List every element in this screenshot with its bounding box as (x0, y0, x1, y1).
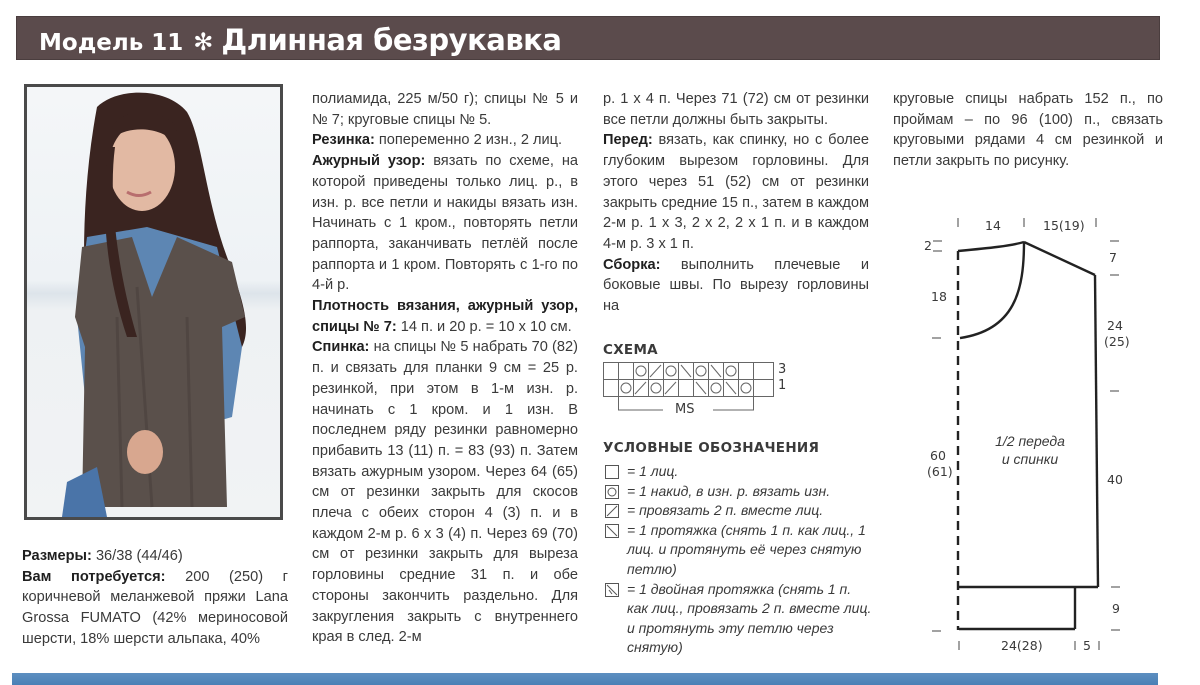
back-paragraph (312, 337, 578, 648)
front-paragraph (603, 130, 869, 254)
column-3 (603, 89, 869, 317)
rib-paragraph (312, 130, 578, 151)
stitch-chart (603, 362, 803, 425)
legend-item (603, 462, 873, 482)
dim-total-length: 60 (930, 448, 946, 463)
back-value: на спицы № 5 набрать 70 (82) п. и связать для планки 9 см = 25 р. резинкой, при этом в 1-м изн. р. начинать с 1 кром. и 1 изн. В последнем ряду резинки равномерно прибавить 13 (11) п. = 83 (93) п. Затем вязать ажурным узором. Через 64 (65) см от резинки закрыть для скосов плеча с обеих сторон 4 (3) п. и в каждом 2-м р. 6 х 3 (4) п. Через 69 (70) см от резинки закрыть для выреза горловины средние 31 п. и обе стороны закончить раздельно. Для закругления закрыть с внутреннего края в след. 2-м (312, 339, 578, 646)
dim-bottom-step: 5 (1083, 638, 1091, 653)
materials-paragraph (22, 567, 288, 650)
column-1 (22, 546, 288, 650)
dim-armhole: 24 (1107, 318, 1123, 333)
legend-text: = провязать 2 п. вместе лиц. (627, 502, 824, 519)
rib-value: попеременно 2 изн., 2 лиц. (374, 132, 563, 149)
dim-front-neck-depth: 18 (931, 289, 947, 304)
sizes-label: Размеры: (22, 548, 92, 564)
footer-strip (12, 673, 1158, 685)
gauge-value: 14 п. и 20 р. = 10 х 10 см. (396, 318, 572, 335)
title-bar (16, 16, 1160, 60)
dim-back-neck-drop: 2 (924, 238, 932, 253)
model-number: Модель 11 (39, 30, 184, 56)
dim-neck-width: 14 (985, 218, 1001, 233)
materials-continued: полиамида, 225 м/50 г); спицы № 5 и № 7; круговые спицы № 5. (312, 91, 578, 128)
schema-heading: СХЕМА (603, 342, 658, 358)
dim-shoulder-slope: 7 (1109, 250, 1117, 265)
gauge-paragraph (312, 296, 578, 337)
rib-label: Резинка: (312, 132, 375, 149)
yarn-over-circle-icon (605, 485, 619, 499)
materials-label: Вам потребуется: (22, 568, 166, 585)
page-title (39, 23, 561, 57)
assembly-label: Сборка: (603, 256, 661, 273)
symbol-legend (603, 462, 873, 658)
legend-text: = 1 лиц. (627, 463, 679, 479)
legend-item (603, 482, 873, 502)
photo-illustration (27, 87, 280, 517)
lace-value: вязать по схеме, на которой приведены только лиц. р., в изн. р. все петли и накиды вязать изн. Начинать с 1 кром., повторять петли раппорта, заканчивать петлёй после раппорта и 1 кром. Повторять с 1-го по 4-й р. (312, 153, 578, 294)
assembly-paragraph (603, 255, 869, 317)
dim-total-length-alt: (61) (927, 464, 953, 479)
legend-item (603, 580, 873, 658)
column-4 (893, 89, 1163, 172)
schematic-drawing (900, 200, 1160, 660)
sizes-paragraph (22, 546, 288, 567)
legend-text: = 1 накид, в изн. р. вязать изн. (627, 482, 831, 499)
assembly-continued: круговые спицы набрать 152 п., по проймам – по 96 (100) п., связать круговыми рядами 4 см резинкой и петли закрыть по рисунку. (893, 91, 1163, 170)
legend-text: = 1 протяжка (снять 1 п. как лиц., 1 лиц. и протянуть её через снятую петлю) (627, 521, 866, 577)
dim-armhole-alt: (25) (1104, 334, 1130, 349)
dim-shoulder-width: 15(19) (1043, 218, 1085, 233)
materials-value: 200 (250) г коричневой меланжевой пряжи Lana Grossa FUMATO (42% мериносовой шерсти, 18% шерсти альпака, 40% (22, 568, 289, 647)
dim-rib-height: 9 (1112, 601, 1120, 616)
back-label: Спинка: (312, 339, 370, 356)
row-label-1: 1 (778, 378, 787, 393)
legend-text: = 1 двойная протяжка (снять 1 п. как лиц., провязать 2 п. вместе лиц. и протянуть эту петлю через снятую) (627, 580, 872, 656)
piece-label-line-2: и спинки (1001, 451, 1059, 467)
model-photo (24, 84, 283, 520)
empty-square-icon (605, 465, 619, 479)
assembly-value: выполнить плечевые и боковые швы. По вырезу горловины на (603, 256, 869, 315)
front-value: вязать, как спинку, но с более глубоким вырезом горловины. Для этого через 51 (52) см от резинки закрыть средние 15 п., затем в каждом 2-м р. 1 х 3, 2 х 2, 2 х 1 п. и в каждом 4-м р. 3 х 1 п. (603, 132, 869, 252)
dim-bottom-width: 24(28) (1001, 638, 1043, 653)
legend-item (603, 521, 873, 580)
model-title: Длинная безрукавка (221, 23, 562, 57)
legend-item (603, 501, 873, 521)
lace-paragraph (312, 151, 578, 296)
lace-label: Ажурный узор: (312, 153, 426, 170)
piece-label-line-1: 1/2 переда (995, 433, 1065, 449)
dim-side-length: 40 (1107, 472, 1123, 487)
gauge-label: Плотность вязания, ажурный узор, спицы № 7: (312, 298, 578, 335)
legend-heading: УСЛОВНЫЕ ОБОЗНАЧЕНИЯ (603, 440, 820, 456)
front-label: Перед: (603, 132, 653, 149)
asterisk-icon: ✻ (193, 28, 214, 56)
sizes-value: 36/38 (44/46) (91, 548, 183, 564)
double-decrease-icon (605, 583, 619, 597)
k2tog-slash-icon (605, 504, 619, 518)
back-continued: р. 1 х 4 п. Через 71 (72) см от резинки все петли должны быть закрыты. (603, 91, 869, 128)
piece-label (990, 432, 1070, 468)
ssk-backslash-icon (605, 524, 619, 538)
repeat-label: MS (675, 402, 695, 417)
column-2 (312, 89, 578, 648)
row-label-3: 3 (778, 362, 787, 377)
